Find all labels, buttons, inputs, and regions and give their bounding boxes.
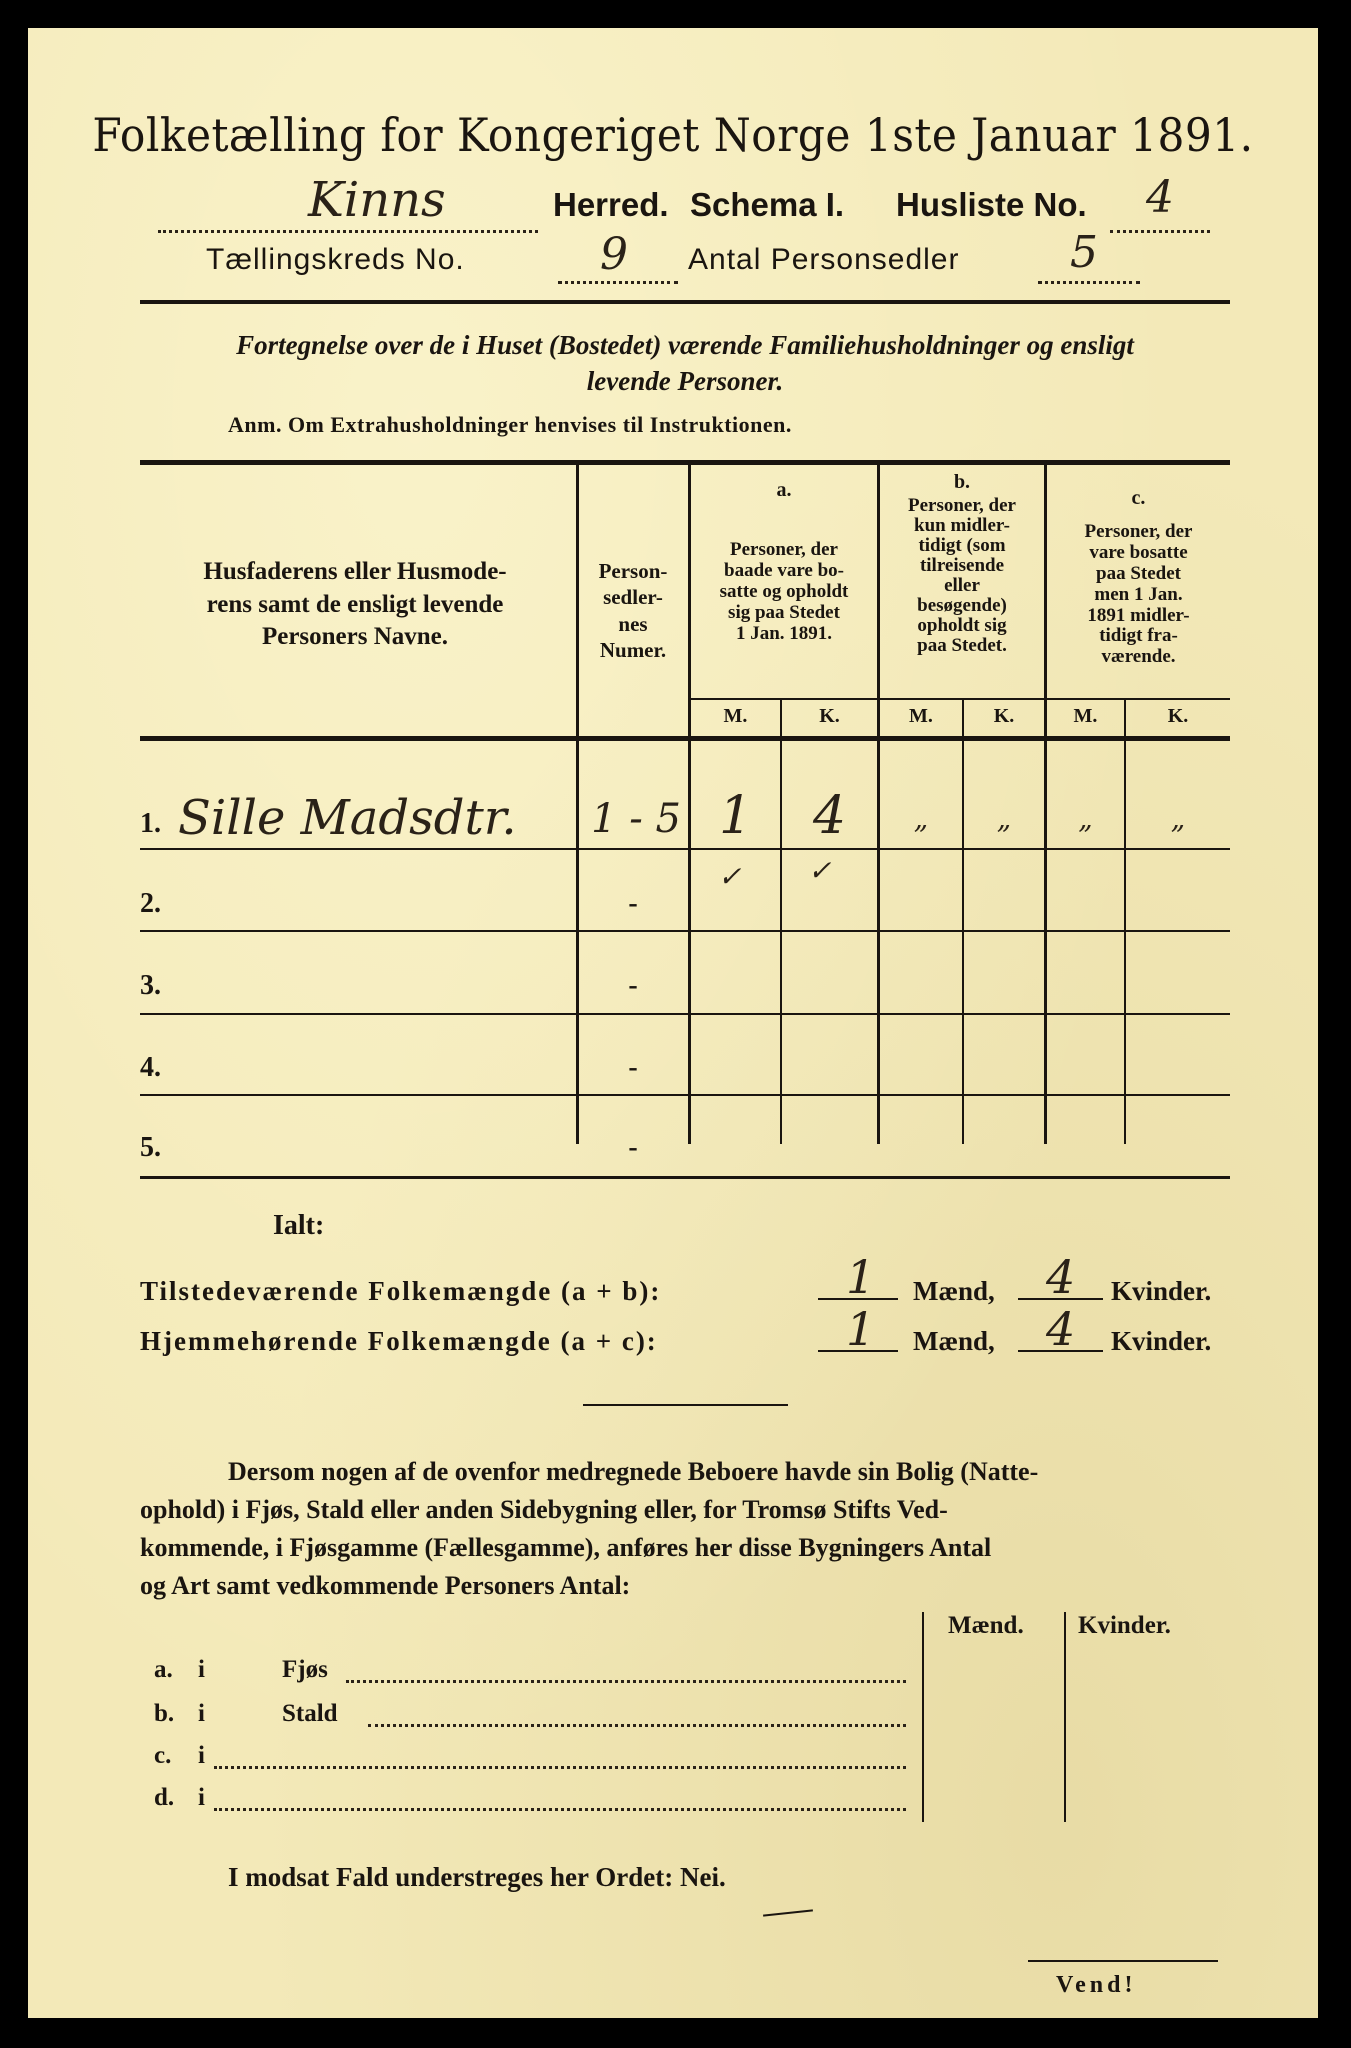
hjemme-kvinder-label: Kvinder.	[1111, 1326, 1212, 1356]
husliste-label: Husliste No.	[896, 186, 1087, 223]
intro-line-2: levende Personer.	[586, 366, 784, 396]
tilstede-kvinder-value: 4	[1046, 1250, 1076, 1304]
a-k-label: K.	[819, 705, 840, 727]
header-nummer-line4: Numer.	[599, 637, 667, 662]
tilstede-kvinder-field	[1018, 1250, 1103, 1304]
row-1-a-m: 1	[718, 786, 753, 846]
header-c-line7: værende.	[1101, 646, 1176, 668]
header-names-line1: Husfaderens eller Husmode-	[203, 558, 507, 585]
header-b-line7: opholdt sig	[917, 614, 1007, 636]
building-d-dots	[214, 1806, 906, 1811]
building-c-letter: c.	[154, 1742, 172, 1769]
row-1-nummer: 1 - 5	[591, 796, 681, 842]
building-a-label: Fjøs	[282, 1656, 328, 1683]
b-k-label: K.	[993, 705, 1015, 727]
header-c-line5: 1891 midler-	[1087, 604, 1190, 626]
header-a-line2: baade vare bo-	[724, 559, 844, 581]
table-top-rule	[140, 460, 1230, 465]
b-m-label: M.	[909, 705, 933, 727]
row-rule-1	[140, 848, 1230, 850]
building-c-prep: i	[198, 1742, 205, 1769]
taellingskreds-field	[558, 229, 678, 284]
building-d-prep: i	[198, 1784, 205, 1811]
header-nummer	[578, 558, 688, 663]
header-c-letter: c.	[1131, 487, 1146, 509]
header-nummer-line1: Person-	[598, 559, 668, 583]
header-a-line1: Personer, der	[730, 539, 838, 560]
header-nummer-line3: nes	[618, 611, 648, 636]
row-3-nummer: -	[628, 970, 638, 1001]
row-5-nummer: -	[628, 1132, 638, 1163]
header-a-line3: satte og opholdt	[719, 580, 849, 602]
row-rule-2	[140, 930, 1230, 932]
ialt-label: Ialt:	[273, 1210, 325, 1241]
tilstede-label: Tilstedeværende Folkemængde (a + b):	[140, 1276, 662, 1306]
buildings-vline-2	[1064, 1612, 1066, 1822]
row-1-number: 1.	[140, 808, 161, 839]
table-vline-a-mk	[780, 700, 782, 1144]
buildings-kvinder-header: Kvinder.	[1078, 1612, 1171, 1639]
tilstede-kvinder-label: Kvinder.	[1111, 1276, 1212, 1306]
taellingskreds-value: 9	[600, 229, 628, 280]
tilstede-maend-value: 1	[846, 1250, 876, 1304]
section-divider	[583, 1404, 788, 1406]
hjemme-kvinder-value: 4	[1046, 1302, 1076, 1356]
header-names-line2: rens samt de ensligt levende	[206, 590, 504, 618]
header-c	[1047, 522, 1230, 668]
building-b-prep: i	[198, 1700, 205, 1727]
building-a-letter: a.	[154, 1656, 173, 1683]
buildings-para-line2: ophold) i Fjøs, Stald eller anden Sidebygning eller, for Tromsø Stifts Ved-	[140, 1495, 948, 1524]
buildings-para-line1: Dersom nogen af de ovenfor medregnede Beboere havde sin Bolig (Natte-	[228, 1457, 1039, 1486]
buildings-maend-header: Mænd.	[948, 1612, 1024, 1639]
a-m-label: M.	[723, 705, 748, 727]
row-1-c-m: „	[1078, 802, 1093, 835]
hjemme-maend-value: 1	[846, 1302, 876, 1356]
table-vline-c-mk	[1124, 700, 1126, 1144]
header-b-line1: Personer, der	[908, 495, 1016, 516]
row-2-a-k: ✓	[808, 854, 832, 887]
building-c-dots	[214, 1764, 906, 1769]
husliste-field	[1110, 172, 1210, 233]
buildings-para-line3: kommende, i Fjøsgamme (Fællesgamme), anføres her disse Bygningers Antal	[140, 1533, 992, 1562]
row-rule-4	[140, 1094, 1230, 1096]
antal-field	[1038, 227, 1140, 284]
header-b-line8: paa Stedet.	[917, 634, 1007, 656]
form-title: Folketælling for Kongeriget Norge 1ste Januar 1891.	[92, 108, 1254, 162]
building-b-letter: b.	[154, 1700, 175, 1727]
table-vline-b-mk	[962, 700, 964, 1144]
header-a	[691, 540, 877, 644]
hjemme-kvinder-field	[1018, 1302, 1103, 1356]
header-names-line3: Personers Navne.	[261, 623, 449, 650]
title-rule	[140, 300, 1230, 304]
header-c-line1: Personer, der	[1084, 521, 1193, 542]
header-a-line5: 1 Jan. 1891.	[735, 622, 833, 644]
building-b-label: Stald	[282, 1700, 338, 1727]
header-a-line4: sig paa Stedet	[728, 601, 840, 623]
row-4-nummer: -	[628, 1052, 638, 1083]
taellingskreds-label: Tællingskreds No.	[206, 243, 465, 276]
row-5-number: 5.	[140, 1132, 161, 1163]
header-c-line2: vare bosatte	[1089, 541, 1188, 563]
header-names	[140, 556, 570, 654]
c-m-label: M.	[1073, 705, 1098, 727]
building-a-prep: i	[198, 1656, 205, 1683]
nei-underline	[763, 1909, 813, 1916]
row-2-number: 2.	[140, 888, 161, 919]
anm-note: Anm. Om Extrahusholdninger henvises til Instruktionen.	[228, 412, 792, 437]
row-2-a-m: ✓	[718, 860, 742, 893]
hjemme-label: Hjemmehørende Folkemængde (a + c):	[140, 1326, 658, 1356]
buildings-vline-1	[922, 1612, 924, 1822]
intro-line-1: Fortegnelse over de i Huset (Bostedet) værende Familiehusholdninger og ensligt	[236, 330, 1134, 360]
header-nummer-line2: sedler-	[603, 585, 663, 610]
vend-label: Vend!	[1056, 1972, 1137, 1998]
buildings-para-line4: og Art samt vedkommende Personers Antal:	[140, 1571, 631, 1600]
tilstede-maend-label: Mænd,	[913, 1276, 995, 1306]
modsat-note: I modsat Fald understreges her Ordet: Nei.	[228, 1862, 726, 1892]
header-b-line2: kun midler-	[914, 514, 1010, 536]
census-form-page	[28, 28, 1318, 2018]
header-c-line3: paa Stedet	[1096, 562, 1181, 584]
mk-header-rule	[689, 698, 1230, 700]
row-4-number: 4.	[140, 1052, 161, 1083]
tilstede-maend-field	[818, 1250, 898, 1304]
table-header-rule	[140, 736, 1230, 741]
herred-label: Herred.	[553, 186, 669, 223]
building-a-dots	[346, 1678, 906, 1683]
row-rule-3	[140, 1013, 1230, 1015]
hjemme-maend-label: Mænd,	[913, 1326, 995, 1356]
building-b-dots	[368, 1722, 906, 1727]
row-1-name: Sille Madsdtr.	[178, 790, 517, 846]
building-d-letter: d.	[154, 1784, 175, 1811]
header-b-line4: tilreisende	[919, 554, 1005, 576]
herred-value: Kinns	[308, 172, 446, 228]
row-1-c-k: „	[1170, 802, 1186, 835]
row-1-a-k: 4	[812, 786, 847, 846]
husliste-value: 4	[1146, 172, 1174, 223]
header-b-line6: besøgende)	[917, 594, 1007, 616]
antal-value: 5	[1070, 227, 1098, 278]
header-b-letter: b.	[953, 471, 971, 493]
buildings-paragraph	[140, 1453, 1230, 1605]
header-c-line6: tidigt fra-	[1099, 625, 1178, 647]
header-b-line5: eller	[944, 574, 980, 596]
row-1-b-m: „	[913, 802, 929, 835]
herred-field	[158, 172, 538, 233]
header-b-line3: tidigt (som	[918, 534, 1006, 556]
vend-rule	[1028, 1960, 1218, 1962]
schema-label: Schema I.	[690, 186, 845, 223]
header-c-line4: men 1 Jan.	[1094, 583, 1183, 605]
row-2-nummer: -	[628, 888, 638, 919]
table-bottom-rule	[140, 1176, 1230, 1179]
header-b	[880, 496, 1044, 656]
hjemme-maend-field	[818, 1302, 898, 1356]
c-k-label: K.	[1167, 705, 1189, 727]
header-a-letter: a.	[776, 479, 792, 501]
antal-label: Antal Personsedler	[688, 243, 960, 276]
row-3-number: 3.	[140, 970, 161, 1001]
row-1-b-k: „	[996, 802, 1012, 835]
